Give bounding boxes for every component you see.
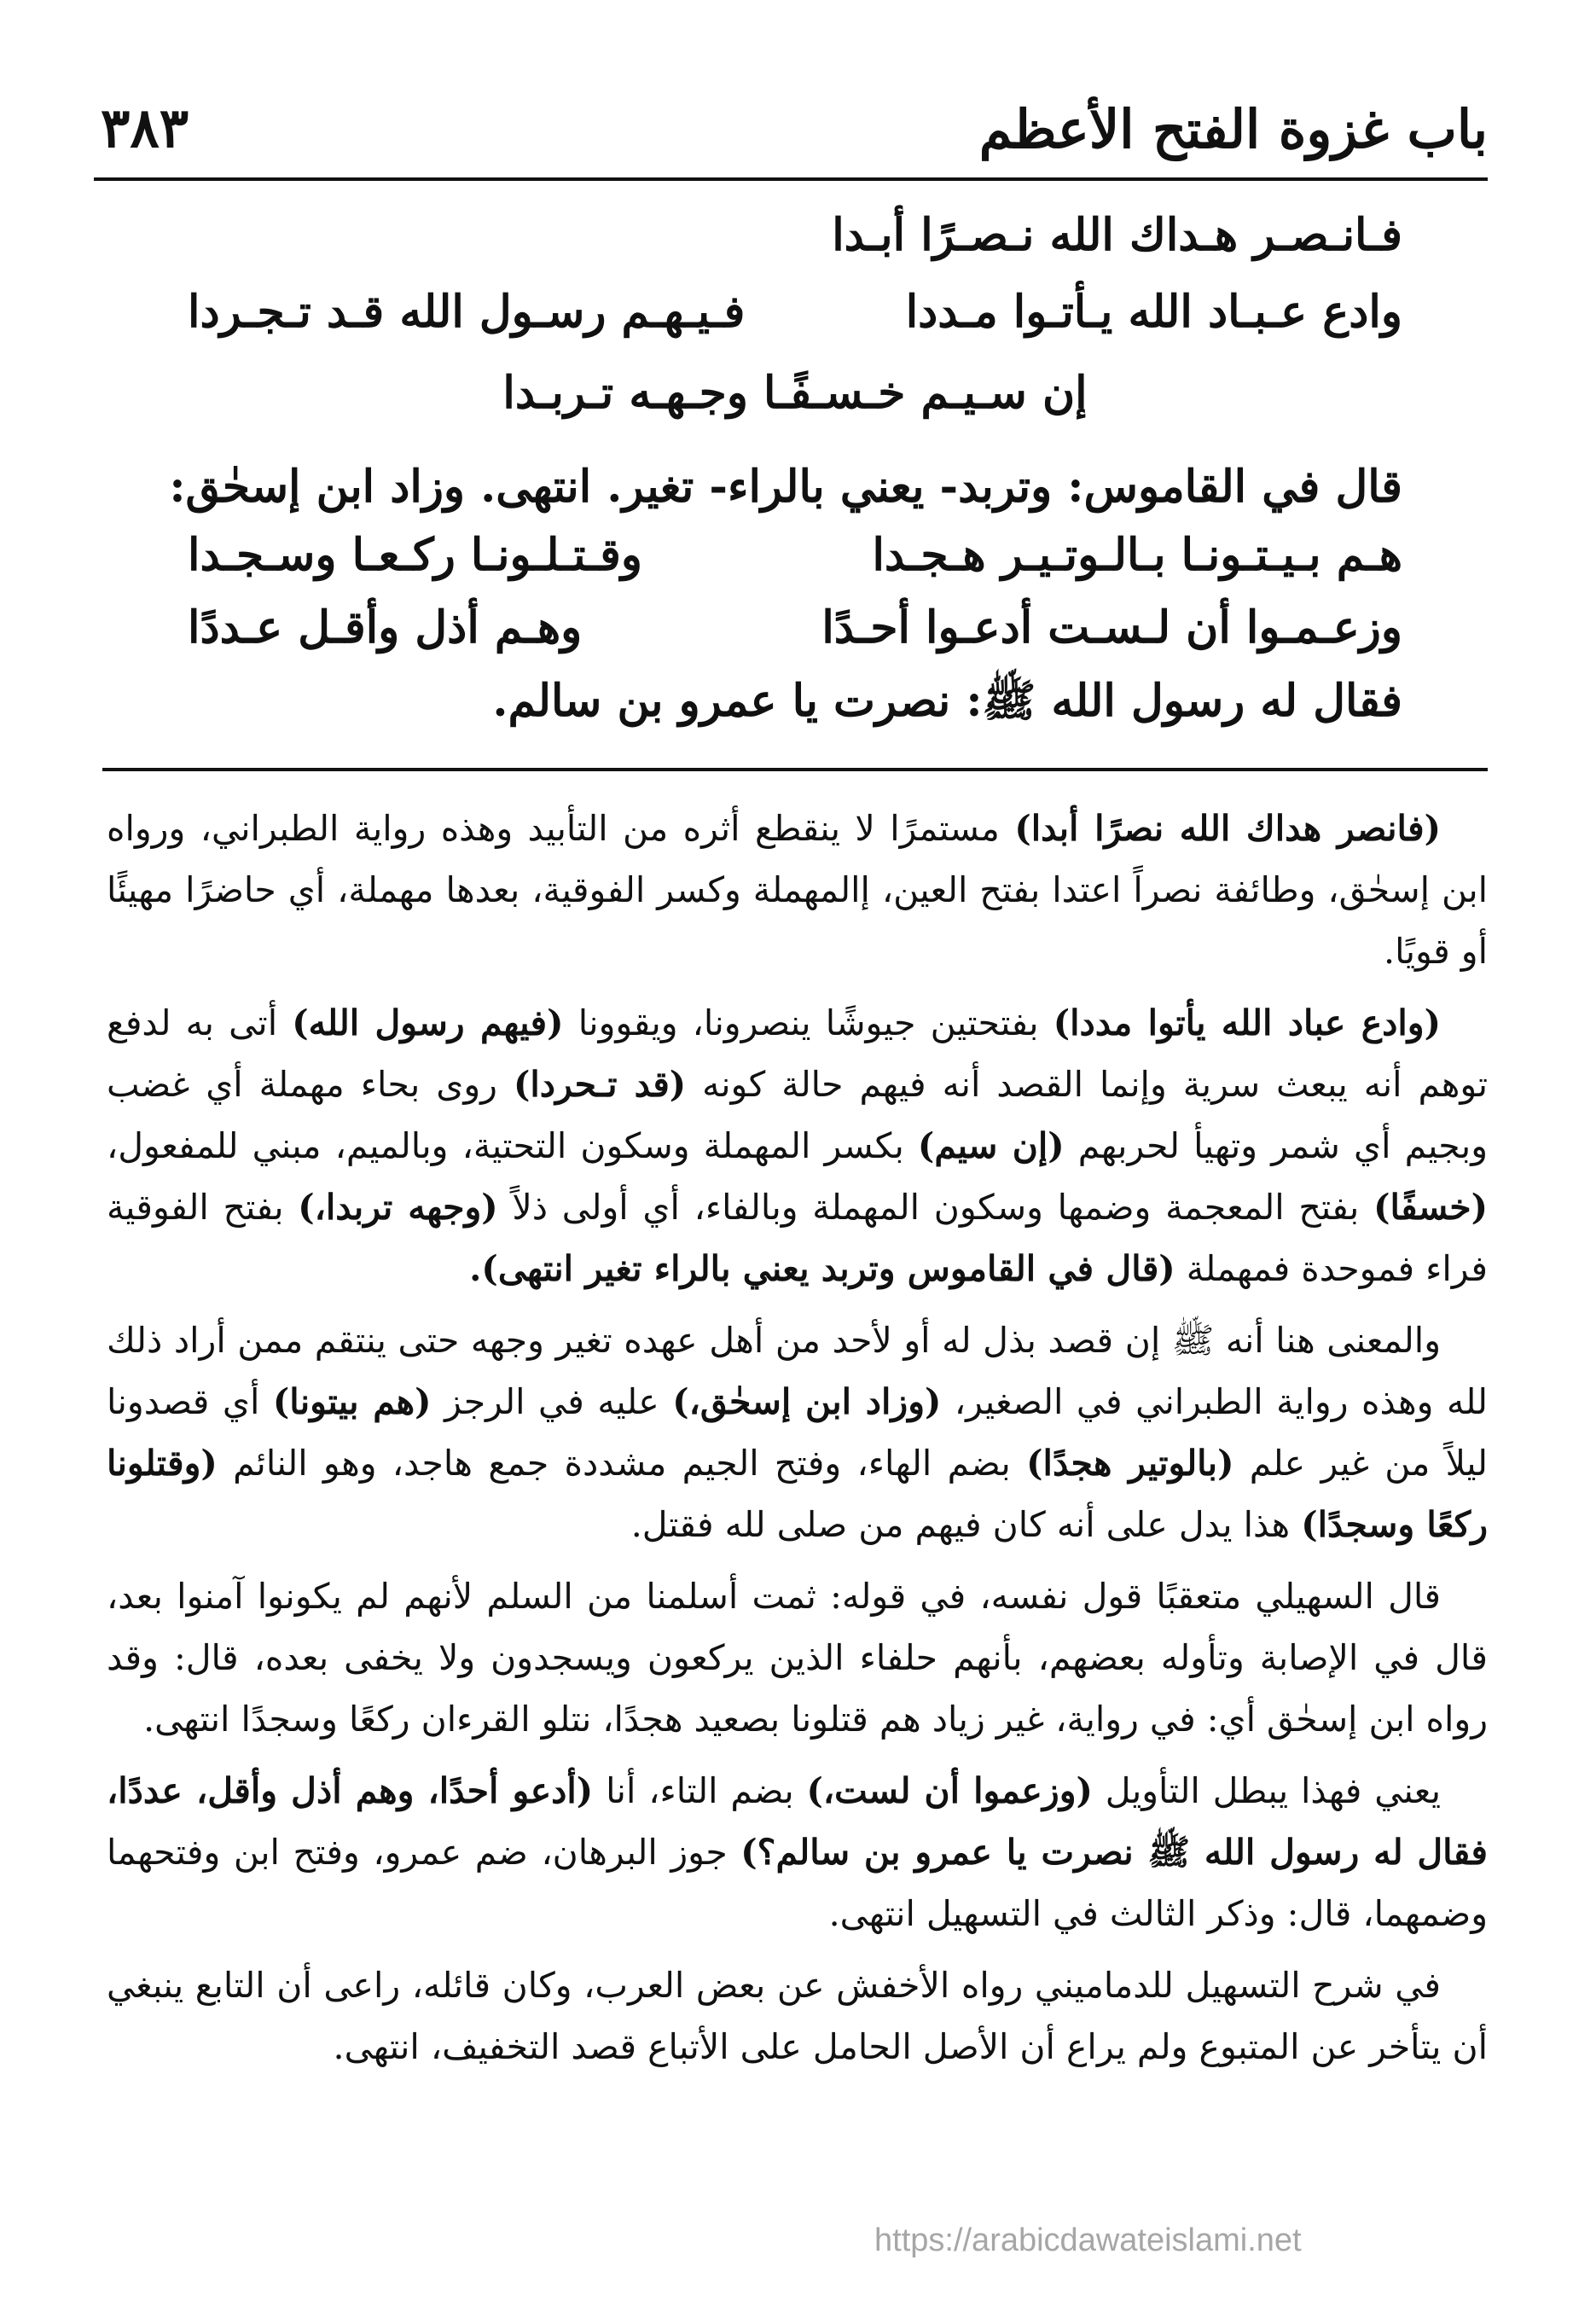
commentary-paragraph-4: قال السهيلي متعقبًا قول نفسه، في قوله: ثمت أسلمنا من السلم لأنهم لم يكونوا آمنوا بعد، قال في الإصابة وتأوله بعضهم، بأنهم حلفاء الذين يركعون ويسجدون ولا يخفى بعده، قال: وقد رواه ابن إسحٰق أي: في رواية، غير زياد هم قتلونا بصعيد هجدًا، نتلو القرءان ركعًا وسجدًا انتهى. [107, 1576, 1488, 1740]
commentary-paragraph-3 [107, 1310, 1488, 1555]
commentary-text: بفتح الفوقية فراء فموحدة فمهملة [107, 1187, 1488, 1289]
bold-quote: (وقتلونا ركعًا وسجدًا) [107, 1443, 1488, 1545]
bold-quote: (خسفًا) [1373, 1187, 1489, 1228]
commentary-paragraph-1 [107, 798, 1488, 982]
verse-line-5 [188, 601, 1402, 654]
verse-2-second-hemistich: فـيـهـم رسـول الله قـد تـجـردا [188, 286, 746, 338]
commentary-text: مستمرًا لا ينقطع أثره من التأبيد وهذه رواية الطبراني، ورواه ابن إسحٰق، وطائفة نصراً اعتدا بفتح العين، إالمهملة وكسر الفوقية، بعدها مهملة، أي حاضرًا مهيئًا أو قويًا. [107, 808, 1488, 972]
section-rule [102, 768, 1488, 771]
commentary-text: أي قصدونا ليلاً من غير علم [107, 1381, 1489, 1484]
commentary-text: بضم الهاء، وفتح الجيم مشددة جمع هاجد، وهو النائم [217, 1443, 1027, 1484]
bold-quote: (فانصر هداك الله نصرًا أبدا) [1014, 808, 1441, 849]
bold-quote: (وجهه تربدا،) [298, 1187, 498, 1228]
commentary-text: بضم التاء، أنا [593, 1770, 807, 1811]
bold-quote: (وادع عباد الله يأتوا مددا) [1053, 1002, 1442, 1043]
verse-3-hemistich: إن سـيـم خـسـفًـا وجـهـه تـربـدا [502, 367, 1088, 419]
bold-quote: (إن سيم) [917, 1125, 1065, 1166]
commentary-text: بفتحتين جيوشًا ينصرونا، ويقوونا [563, 1002, 1054, 1043]
verse-2-first-hemistich: وادع عـبـاد الله يـأتـوا مـددا [905, 286, 1402, 338]
bold-quote: (فيهم رسول الله) [292, 1002, 564, 1043]
commentary-text: بكسر المهملة وسكون التحتية، وبالميم، مبني للمفعول، [107, 1125, 918, 1166]
verse-4-second-hemistich: وقـتـلـونـا ركـعـا وسـجـدا [188, 529, 642, 581]
commentary-text: روى بحاء مهملة أي غضب وبجيم أي شمر وتهيأ لحربهم [107, 1064, 1488, 1166]
bold-quote: (وزعموا أن لست،) [806, 1770, 1093, 1811]
bold-quote: (هم بيتونا) [272, 1381, 432, 1422]
verse-line-4 [188, 529, 1402, 581]
verse-line-2 [188, 286, 1402, 338]
closing-line: فقال له رسول الله ﷺ: نصرت يا عمرو بن سالم. [492, 675, 1402, 727]
commentary-paragraph-5 [107, 1760, 1488, 1944]
commentary-text: عليه في الرجز [431, 1381, 673, 1422]
page-number: ٣٨٣ [101, 96, 189, 160]
commentary-body [107, 798, 1488, 2088]
verse-5-second-hemistich: وهـم أذل وأقـل عـددًا [188, 601, 583, 654]
bold-quote: (قد تـحردا) [513, 1064, 687, 1105]
bold-quote: (أدعو أحدًا، وهم أذل وأقل، عددًا، فقال له رسول الله ﷺ نصرت يا عمرو بن سالم؟) [107, 1770, 1489, 1873]
qamus-note-line: قال في القاموس: وتربد- يعني بالراء- تغير. انتهى. وزاد ابن إسحٰق: [169, 461, 1402, 513]
commentary-text: هذا يدل على أنه كان فيهم من صلى لله فقتل. [630, 1504, 1302, 1545]
header-rule [94, 177, 1488, 181]
bold-quote: (بالوتير هجدًا) [1026, 1443, 1234, 1484]
commentary-text: بفتح المعجمة وضمها وسكون المهملة وبالفاء، أي أولى ذلاً [497, 1187, 1374, 1228]
verse-5-first-hemistich: وزعـمـوا أن لـسـت أدعـوا أحـدًا [821, 601, 1402, 654]
verse-line-3 [188, 367, 1402, 419]
commentary-paragraph-2 [107, 992, 1488, 1299]
commentary-paragraph-6: في شرح التسهيل للدماميني رواه الأخفش عن بعض العرب، وكان قائله، راعى أن التابع ينبغي أن يتأخر عن المتبوع ولم يراع أن الأصل الحامل على الأتباع قصد التخفيف، انتهى. [107, 1965, 1488, 2067]
bold-quote: (وزاد ابن إسحٰق،) [672, 1381, 942, 1422]
verse-1-hemistich: فـانـصـر هـداك الله نـصـرًا أبـدا [832, 209, 1402, 261]
verse-4-first-hemistich: هـم بـيـتـونـا بـالـوتـيـر هـجـدا [872, 529, 1402, 581]
commentary-text: يعني فهذا يبطل التأويل [1092, 1770, 1441, 1811]
commentary-text: والمعنى هنا أنه ﷺ إن قصد بذل له أو لأحد من أهل عهده تغير وجهه حتى ينتقم ممن أراد ذلك لله وهذه رواية الطبراني في الصغير، [107, 1320, 1488, 1422]
commentary-text: جوز البرهان، ضم عمرو، وفتح ابن وفتحهما وضمهما، قال: وذكر الثالث في التسهيل انتهى. [107, 1832, 1488, 1934]
commentary-text: أتى به لدفع توهم أنه يبعث سرية وإنما القصد أنه فيهم حالة كونه [107, 1002, 1489, 1105]
bold-quote: (قال في القاموس وتربد يعني بالراء تغير انتهى). [469, 1248, 1175, 1289]
running-header [85, 81, 1488, 171]
watermark-url: https://arabicdawateislami.net [874, 2222, 1302, 2258]
verse-line-1 [188, 209, 1402, 261]
chapter-title: باب غزوة الفتح الأعظم [978, 98, 1488, 160]
